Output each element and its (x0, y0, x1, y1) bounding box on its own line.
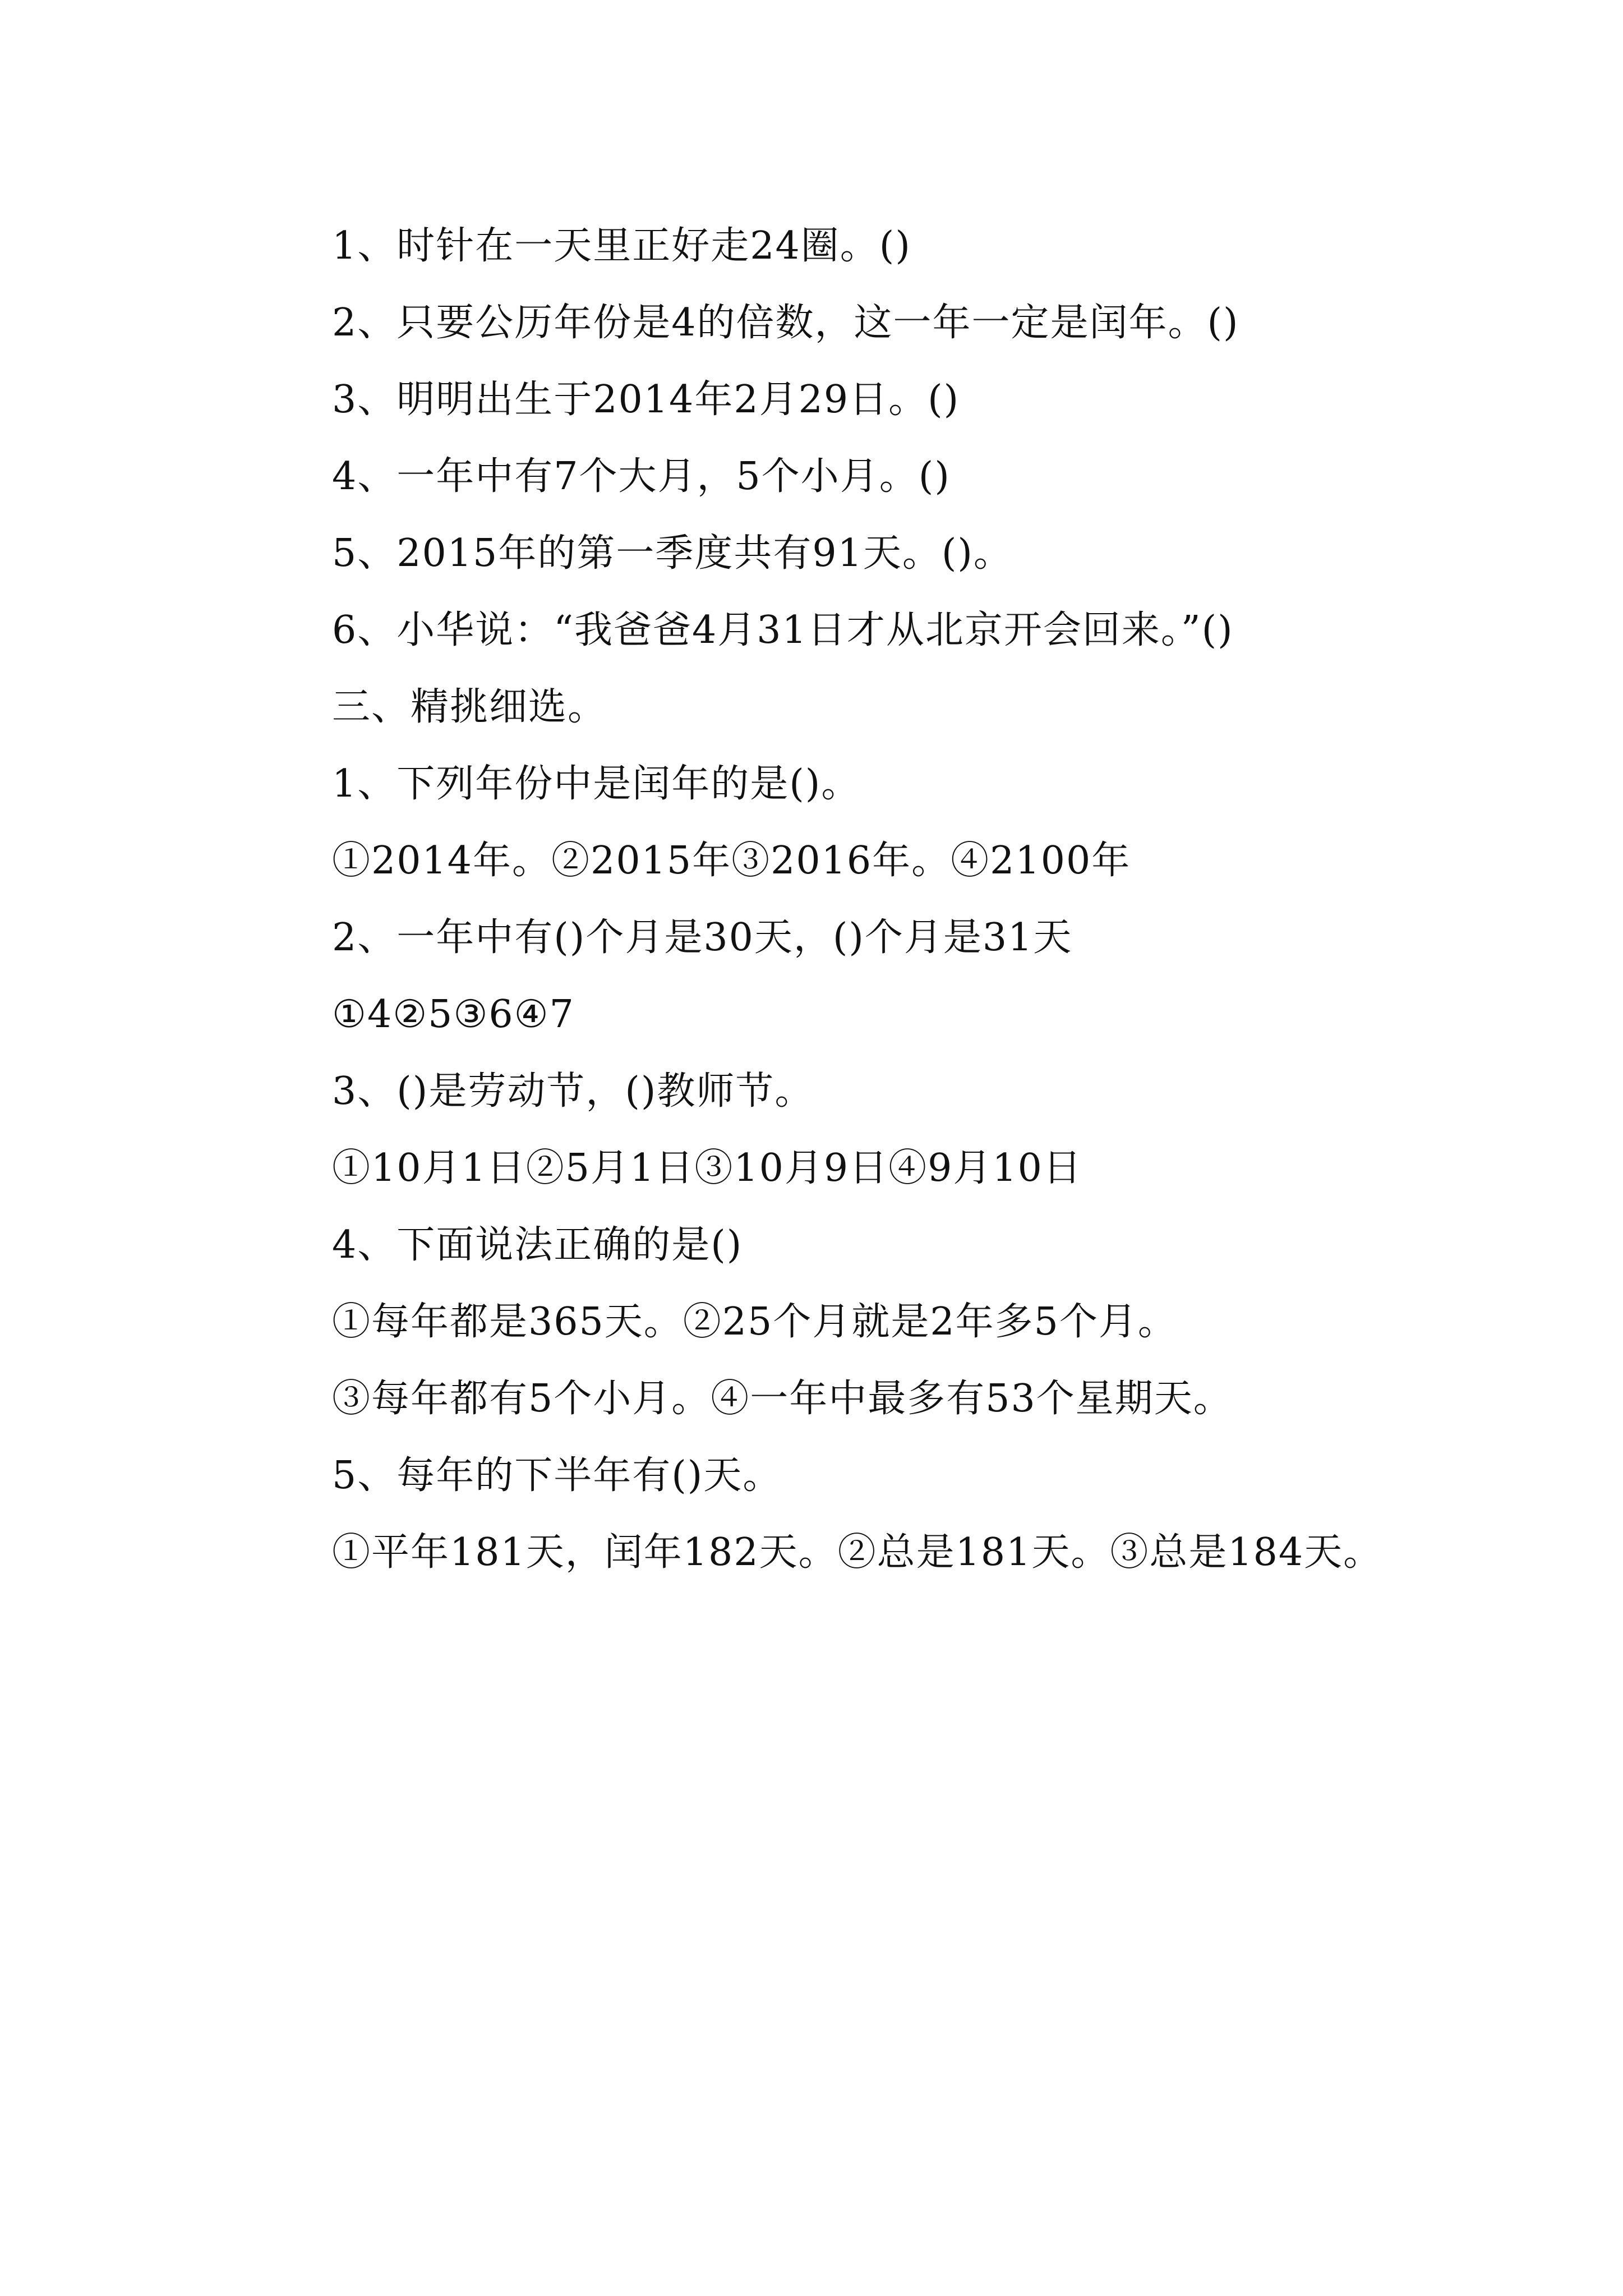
mc-question-5: 5、每年的下半年有()天。 (332, 1453, 782, 1498)
mc-options-5: ①平年181天，闰年182天。②总是181天。③总是184天。 (332, 1530, 1383, 1575)
mc-options-4b: ③每年都有5个小月。④一年中最多有53个星期天。 (332, 1377, 1233, 1421)
mc-options-1: ①2014年。②2015年③2016年。④2100年 (332, 839, 1131, 883)
mc-question-4: 4、下面说法正确的是() (332, 1223, 743, 1267)
tf-question-4: 4、一年中有7个大月，5个小月。() (332, 454, 951, 499)
mc-options-3: ①10月1日②5月1日③10月9日④9月10日 (332, 1146, 1082, 1190)
tf-question-2: 2、只要公历年份是4的倍数，这一年一定是闰年。() (332, 301, 1239, 345)
tf-question-5: 5、2015年的第一季度共有91天。()。 (332, 531, 1013, 576)
mc-options-4a: ①每年都是365天。②25个月就是2年多5个月。 (332, 1300, 1177, 1344)
tf-question-6: 6、小华说：“我爸爸4月31日才从北京开会回来。”() (332, 608, 1234, 652)
tf-question-1: 1、时针在一天里正好走24圈。() (332, 224, 911, 268)
mc-question-3: 3、()是劳动节，()教师节。 (332, 1069, 814, 1114)
mc-options-2: ①4②5③6④7 (332, 992, 575, 1037)
document-body (247, 208, 1391, 1591)
section-heading: 三、精挑细选。 (332, 685, 607, 729)
tf-question-3: 3、明明出生于2014年2月29日。() (332, 378, 960, 422)
mc-question-2: 2、一年中有()个月是30天，()个月是31天 (332, 915, 1073, 960)
mc-question-1: 1、下列年份中是闰年的是()。 (332, 762, 861, 806)
